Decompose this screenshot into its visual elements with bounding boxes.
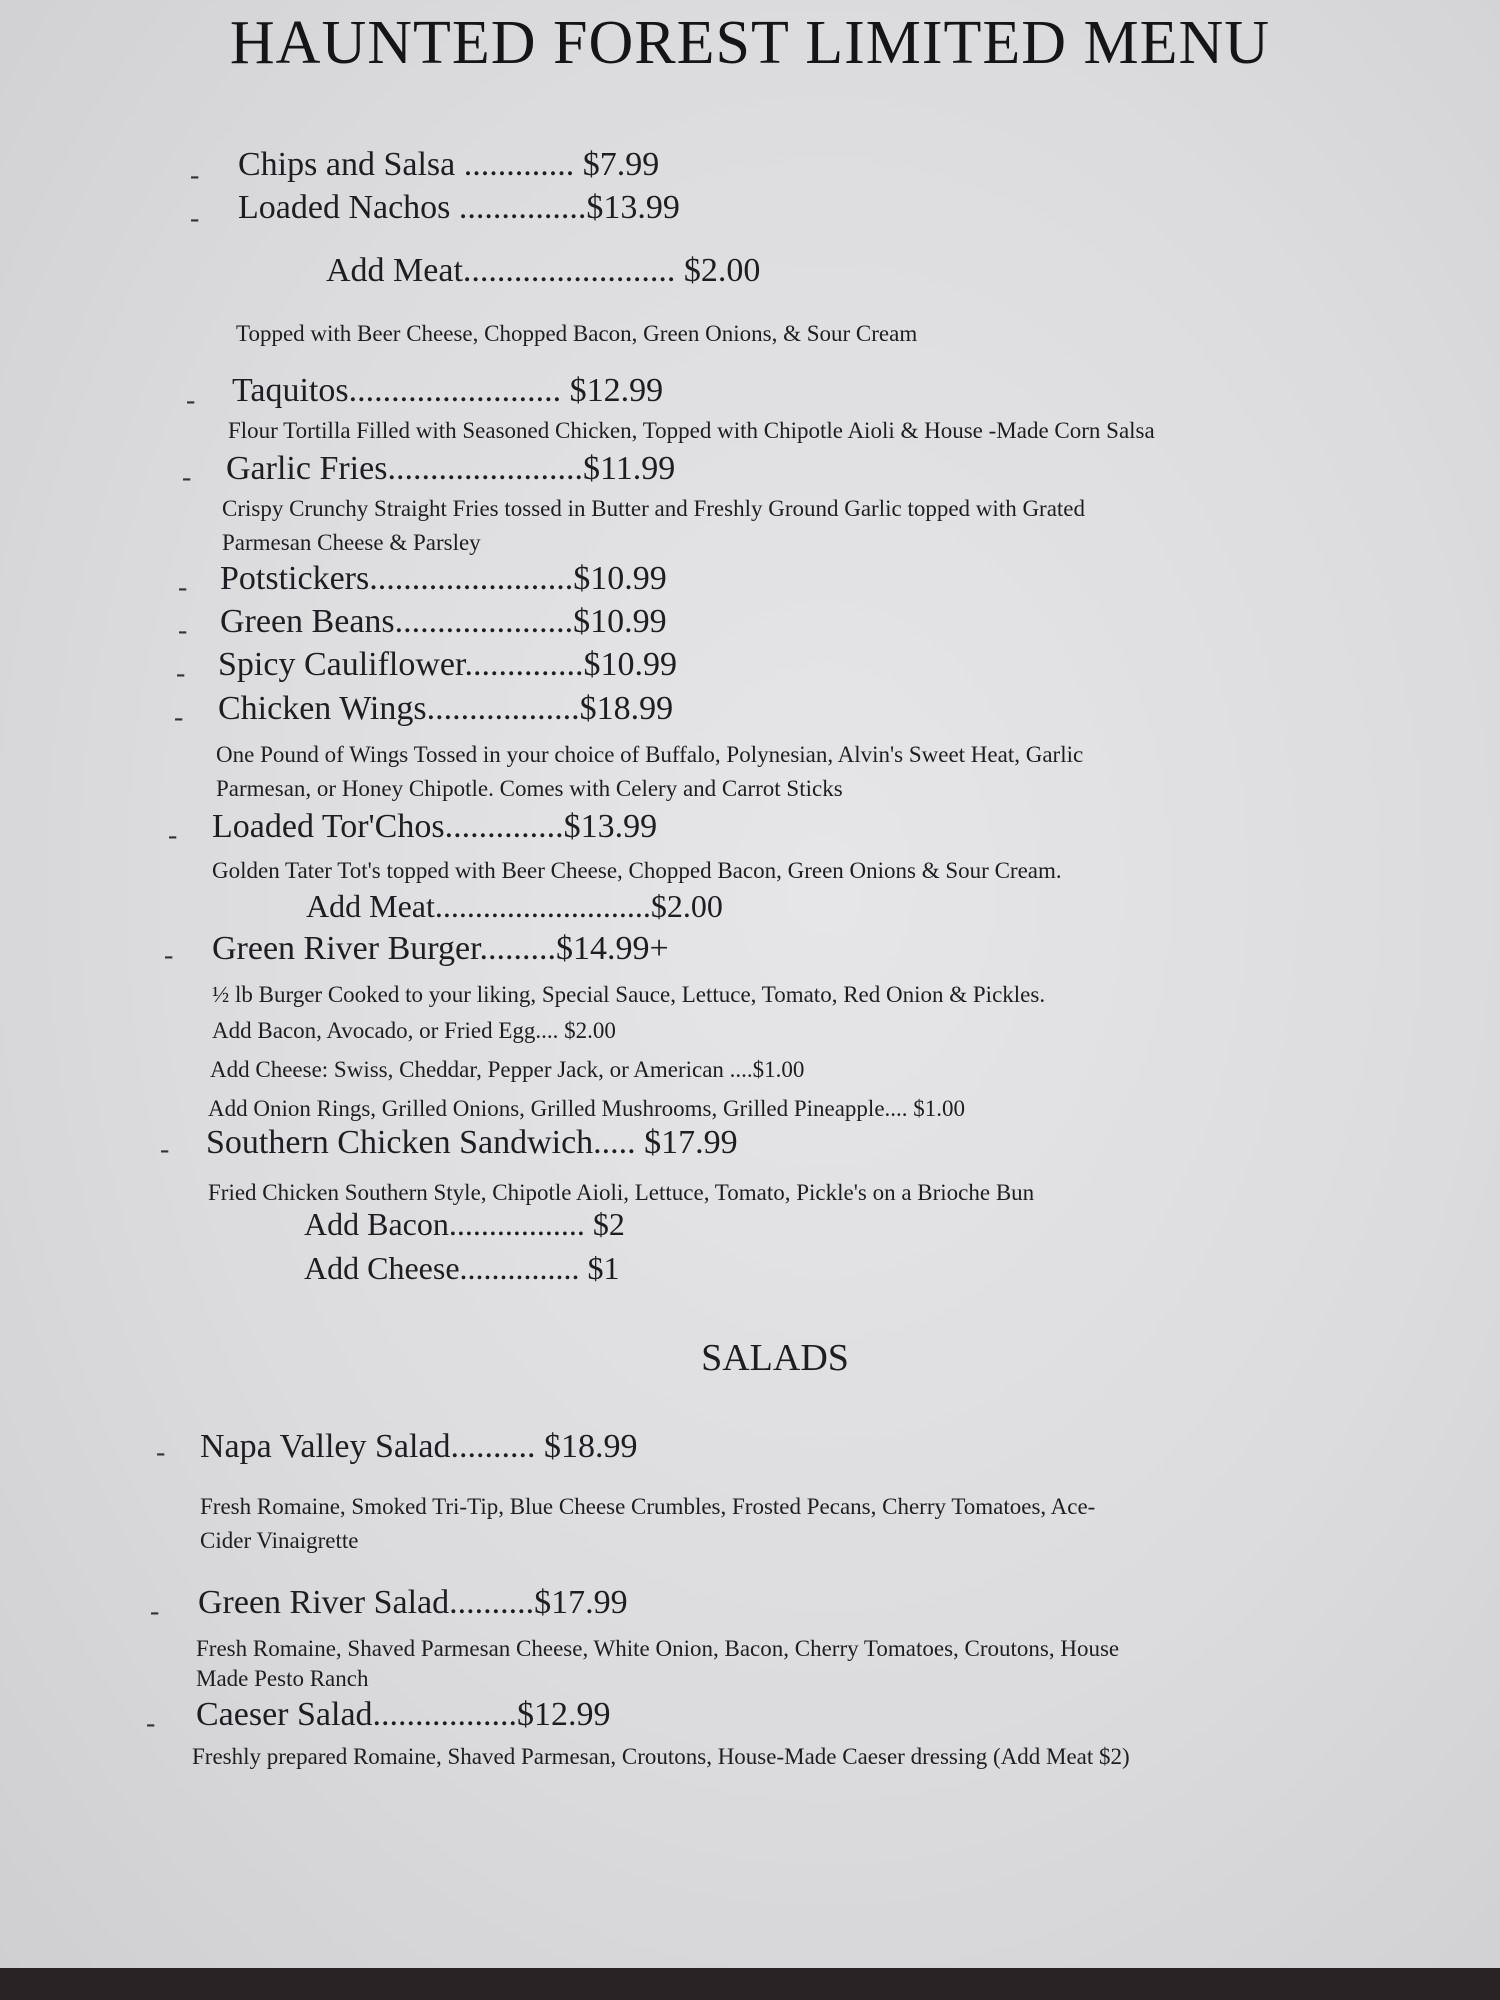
addon-line: Add Bacon, Avocado, or Fried Egg.... $2.00 — [212, 1018, 616, 1043]
item-description: Cider Vinaigrette — [200, 1528, 359, 1553]
item-description: Made Pesto Ranch — [196, 1666, 369, 1691]
bullet: - — [182, 462, 192, 493]
item-description: Crispy Crunchy Straight Fries tossed in Butter and Freshly Ground Garlic topped with Grated — [222, 496, 1086, 521]
menu-item-chips-salsa: Chips and Salsa ............. $7.99 — [238, 146, 660, 183]
menu-item-loaded-nachos: Loaded Nachos ...............$13.99 — [238, 189, 680, 226]
addon-torchos-meat: Add Meat...........................$2.00 — [306, 888, 723, 924]
bullet: - — [150, 1596, 160, 1627]
bullet: - — [168, 820, 178, 851]
bullet: - — [190, 203, 200, 234]
addon-line: Add Onion Rings, Grilled Onions, Grilled Mushrooms, Grilled Pineapple.... $1.00 — [208, 1096, 966, 1121]
menu-item-green-beans: Green Beans.....................$10.99 — [220, 603, 667, 640]
bullet: - — [178, 572, 188, 603]
menu-item-caeser-salad: Caeser Salad.................$12.99 — [196, 1696, 611, 1733]
item-description: Fresh Romaine, Shaved Parmesan Cheese, White Onion, Bacon, Cherry Tomatoes, Croutons, House — [196, 1636, 1120, 1661]
menu-item-southern-chicken-sandwich: Southern Chicken Sandwich..... $17.99 — [206, 1124, 738, 1161]
bullet: - — [156, 1437, 166, 1468]
bullet: - — [160, 1134, 170, 1165]
addon-chicken-cheese: Add Cheese............... $1 — [304, 1250, 620, 1286]
bullet: - — [146, 1708, 156, 1739]
item-description: Topped with Beer Cheese, Chopped Bacon, Green Onions, & Sour Cream — [236, 321, 918, 346]
menu-item-potstickers: Potstickers........................$10.99 — [220, 560, 667, 597]
addon-line: Add Cheese: Swiss, Cheddar, Pepper Jack, or American ....$1.00 — [210, 1057, 805, 1082]
bullet: - — [176, 658, 186, 689]
item-description: Fresh Romaine, Smoked Tri-Tip, Blue Cheese Crumbles, Frosted Pecans, Cherry Tomatoes, Ace- — [200, 1494, 1096, 1519]
menu-item-taquitos: Taquitos......................... $12.99 — [232, 372, 664, 409]
item-description: Fried Chicken Southern Style, Chipotle Aioli, Lettuce, Tomato, Pickle's on a Brioche Bun — [208, 1180, 1035, 1205]
menu-item-garlic-fries: Garlic Fries.......................$11.99 — [226, 450, 676, 487]
menu-title: HAUNTED FOREST LIMITED MENU — [229, 9, 1271, 77]
item-description: One Pound of Wings Tossed in your choice of Buffalo, Polynesian, Alvin's Sweet Heat, Garlic — [216, 742, 1084, 767]
menu-item-spicy-cauliflower: Spicy Cauliflower..............$10.99 — [218, 646, 677, 683]
salads-heading: SALADS — [701, 1337, 849, 1379]
bullet: - — [164, 940, 174, 971]
item-description: Golden Tater Tot's topped with Beer Cheese, Chopped Bacon, Green Onions & Sour Cream. — [212, 858, 1062, 883]
item-description: Freshly prepared Romaine, Shaved Parmesan, Croutons, House-Made Caeser dressing (Add Meat $2) — [192, 1744, 1130, 1769]
bullet: - — [174, 702, 184, 733]
menu-item-napa-valley-salad: Napa Valley Salad.......... $18.99 — [200, 1428, 638, 1465]
menu-item-green-river-salad: Green River Salad..........$17.99 — [198, 1584, 628, 1621]
menu-item-loaded-torchos: Loaded Tor'Chos..............$13.99 — [212, 808, 658, 845]
item-description: Parmesan Cheese & Parsley — [222, 530, 481, 555]
item-description: Flour Tortilla Filled with Seasoned Chicken, Topped with Chipotle Aioli & House -Made Corn Salsa — [228, 418, 1155, 443]
item-description: Parmesan, or Honey Chipotle. Comes with Celery and Carrot Sticks — [216, 776, 843, 801]
addon-nachos-meat: Add Meat......................... $2.00 — [326, 252, 761, 289]
item-description: ½ lb Burger Cooked to your liking, Special Sauce, Lettuce, Tomato, Red Onion & Pickles. — [212, 982, 1046, 1007]
bullet: - — [186, 385, 196, 416]
bullet: - — [178, 615, 188, 646]
addon-chicken-bacon: Add Bacon................. $2 — [304, 1206, 625, 1242]
menu-item-green-river-burger: Green River Burger.........$14.99+ — [212, 930, 669, 967]
bullet: - — [190, 160, 200, 191]
menu-item-chicken-wings: Chicken Wings..................$18.99 — [218, 690, 674, 727]
